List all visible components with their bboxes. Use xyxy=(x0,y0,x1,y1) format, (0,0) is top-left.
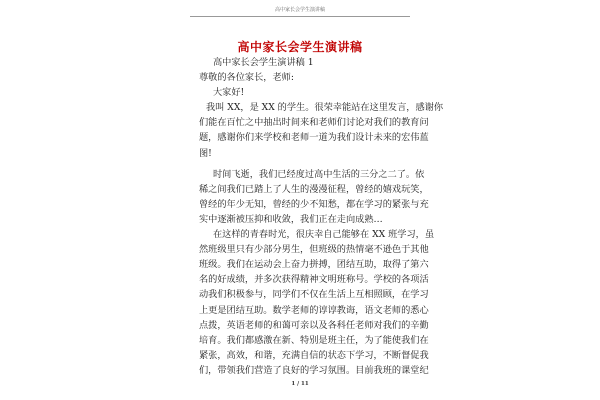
document-body xyxy=(199,55,444,378)
greeting: 大家好! xyxy=(213,87,245,99)
paragraph-3-line: 在这样的青春时光，很庆幸自己能够在 XX 班学习，虽 xyxy=(213,229,435,241)
header-divider xyxy=(190,16,410,17)
paragraph-3-line: 点拨，英语老师的和蔼可亲以及各科任老师对我们的辛勤 xyxy=(199,319,429,331)
paragraph-3-line: 紧张，高效，和谐，充满自信的状态下学习，不断督促我 xyxy=(199,349,429,361)
page-number: 1 / 11 xyxy=(291,381,309,387)
paragraph-2-line: 稀之间我们已踏上了人生的漫漫征程，曾经的嬉戏玩笑， xyxy=(199,183,429,195)
paragraph-3-line: 班级。我们在运动会上奋力拼搏，团结互助，取得了第六 xyxy=(199,259,429,271)
paragraph-1-line: 图! xyxy=(199,147,212,159)
paragraph-3-line: 然班级里只有少部分男生，但班级的热情毫不逊色于其他 xyxy=(199,244,429,256)
paragraph-1-line: 题，感谢你们来学校和老师一道为我们设计未来的宏伟蓝 xyxy=(199,132,429,144)
paragraph-1-line: 们能在百忙之中抽出时间来和老师们讨论对我们的教育问 xyxy=(199,117,429,129)
salutation: 尊敬的各位家长，老师: xyxy=(199,72,294,84)
running-header: 高中家长会学生演讲稿 xyxy=(274,7,325,13)
paragraph-2-line: 实中逐渐被压抑和收敛，我们正在走向成熟… xyxy=(199,213,383,225)
paragraph-2-line: 时间飞逝，我们已经度过高中生活的三分之二了。依 xyxy=(213,168,425,180)
paragraph-3-line: 动我们积极参与，同学们不仅在生活上互相照顾，在学习 xyxy=(199,289,429,301)
paragraph-3-line: 名的好成绩，并多次获得精神文明班称号。学校的各项活 xyxy=(199,274,429,286)
paragraph-3-line: 们，带领我们营造了良好的学习氛围。目前我班的课堂纪 xyxy=(199,364,429,376)
paragraph-1-line: 我叫 XX，是 XX 的学生。很荣幸能站在这里发言，感谢你 xyxy=(206,102,444,114)
subtitle: 高中家长会学生演讲稿 1 xyxy=(213,57,314,68)
paragraph-3-line: 上更是团结互助。数学老师的谆谆教诲，语文老师的悉心 xyxy=(199,304,429,316)
paragraph-2-line: 曾经的年少无知，曾经的少不知愁，都在学习的紧张与充 xyxy=(199,198,429,210)
document-title: 高中家长会学生演讲稿 xyxy=(237,40,363,54)
paragraph-3-line: 培育。我们都感激在新、特别是班主任，为了能使我们在 xyxy=(199,334,429,346)
